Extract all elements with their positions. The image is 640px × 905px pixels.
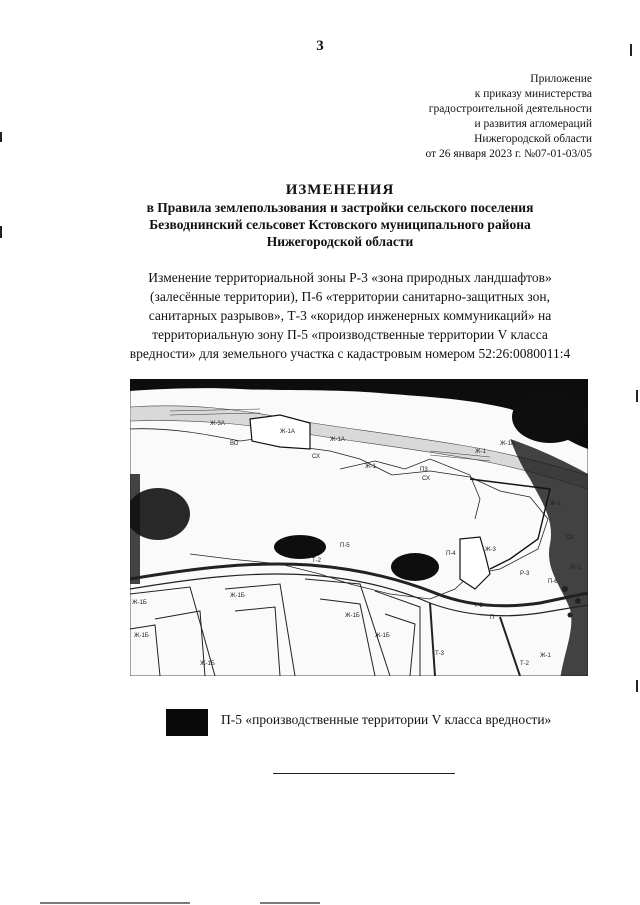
heading-line: в Правила землепользования и застройки сельского поселения	[146, 200, 534, 215]
map-label: Ж-1	[550, 501, 561, 507]
scan-bottom-mark	[40, 902, 190, 904]
map-label: Ж-1Б	[134, 633, 149, 639]
map-label: Ж-3	[485, 547, 496, 553]
map-label: Ж-1Б	[230, 593, 245, 599]
map-label: СХ	[566, 535, 574, 541]
map-label: Ж-1Б	[132, 600, 147, 606]
scan-edge-mark	[0, 132, 2, 142]
map-label: Т-2	[520, 661, 529, 667]
description-line: Изменение территориальной зоны Р-3 «зона природных ландшафтов»	[148, 270, 552, 285]
map-label: П-5	[340, 543, 350, 549]
map-label: П	[490, 615, 495, 621]
map-label: Ж-1	[540, 653, 551, 659]
map-label: ВО	[230, 441, 239, 447]
description-line: санитарных разрывов», Т-3 «коридор инженерных коммуникаций» на	[148, 308, 552, 323]
map-label: СХ	[422, 476, 430, 482]
map-label: Ж-1	[475, 449, 486, 455]
map-label: П-6	[548, 579, 558, 585]
map-marker	[575, 598, 581, 604]
map-marker	[562, 586, 568, 592]
map-label: Ж-1	[570, 565, 581, 571]
appendix-line: к приказу министерства	[474, 88, 592, 100]
zoning-map	[130, 379, 588, 676]
p5-dark-area	[512, 391, 588, 443]
separator-line	[273, 773, 455, 774]
appendix-line: градостроительной деятельности	[428, 103, 592, 115]
scan-edge-mark	[636, 680, 638, 692]
map-label: Ж-1	[365, 464, 376, 470]
legend-text: П-5 «производственные территории V класса вредности»	[221, 712, 552, 727]
map-label: П-4	[446, 551, 456, 557]
map-label: П3	[420, 467, 428, 473]
appendix-block	[426, 72, 593, 162]
scan-edge-mark	[630, 44, 632, 56]
map-label: Ж-1Б	[375, 633, 390, 639]
page-number: 3	[316, 38, 324, 54]
map-label: Ж-1А	[330, 437, 345, 443]
map-label: Т-2	[312, 558, 321, 564]
scan-edge-mark	[636, 390, 638, 402]
map-label: Ж-1А	[500, 441, 515, 447]
map-label: Р-3	[520, 571, 530, 577]
p5-dark-area	[391, 553, 439, 581]
heading-line: Безводнинский сельсовет Кстовского муниципального района	[149, 217, 531, 232]
change-description	[85, 268, 615, 363]
map-label: Ж-1А	[280, 429, 295, 435]
scan-edge-mark	[0, 226, 2, 238]
map-label: СХ	[312, 454, 320, 460]
map-label: Ж-1Б	[345, 613, 360, 619]
legend-swatch	[166, 709, 208, 736]
map-label: Т-2	[474, 603, 483, 609]
map-label: Ж-1Б	[200, 661, 215, 667]
scan-bottom-mark	[260, 902, 320, 904]
appendix-line: и развития агломераций	[474, 118, 592, 130]
appendix-line: от 26 января 2023 г. №07-01-03/05	[425, 148, 592, 160]
document-heading	[40, 182, 640, 250]
heading-line: Нижегородской области	[266, 234, 414, 249]
p5-dark-area	[274, 535, 326, 559]
description-line: территориальную зону П-5 «производственные территории V класса	[152, 327, 548, 342]
map-label: Ж-3А	[210, 421, 225, 427]
appendix-line: Нижегородской области	[474, 133, 592, 145]
map-marker	[568, 613, 573, 618]
appendix-line: Приложение	[530, 73, 592, 85]
map-label: Т-3	[435, 651, 444, 657]
document-title: ИЗМЕНЕНИЯ	[285, 182, 395, 198]
description-line: вредности» для земельного участка с кадастровым номером 52:26:0080011:4	[129, 346, 571, 361]
description-line: (залесённые территории), П-6 «территории санитарно-защитных зон,	[150, 289, 550, 304]
